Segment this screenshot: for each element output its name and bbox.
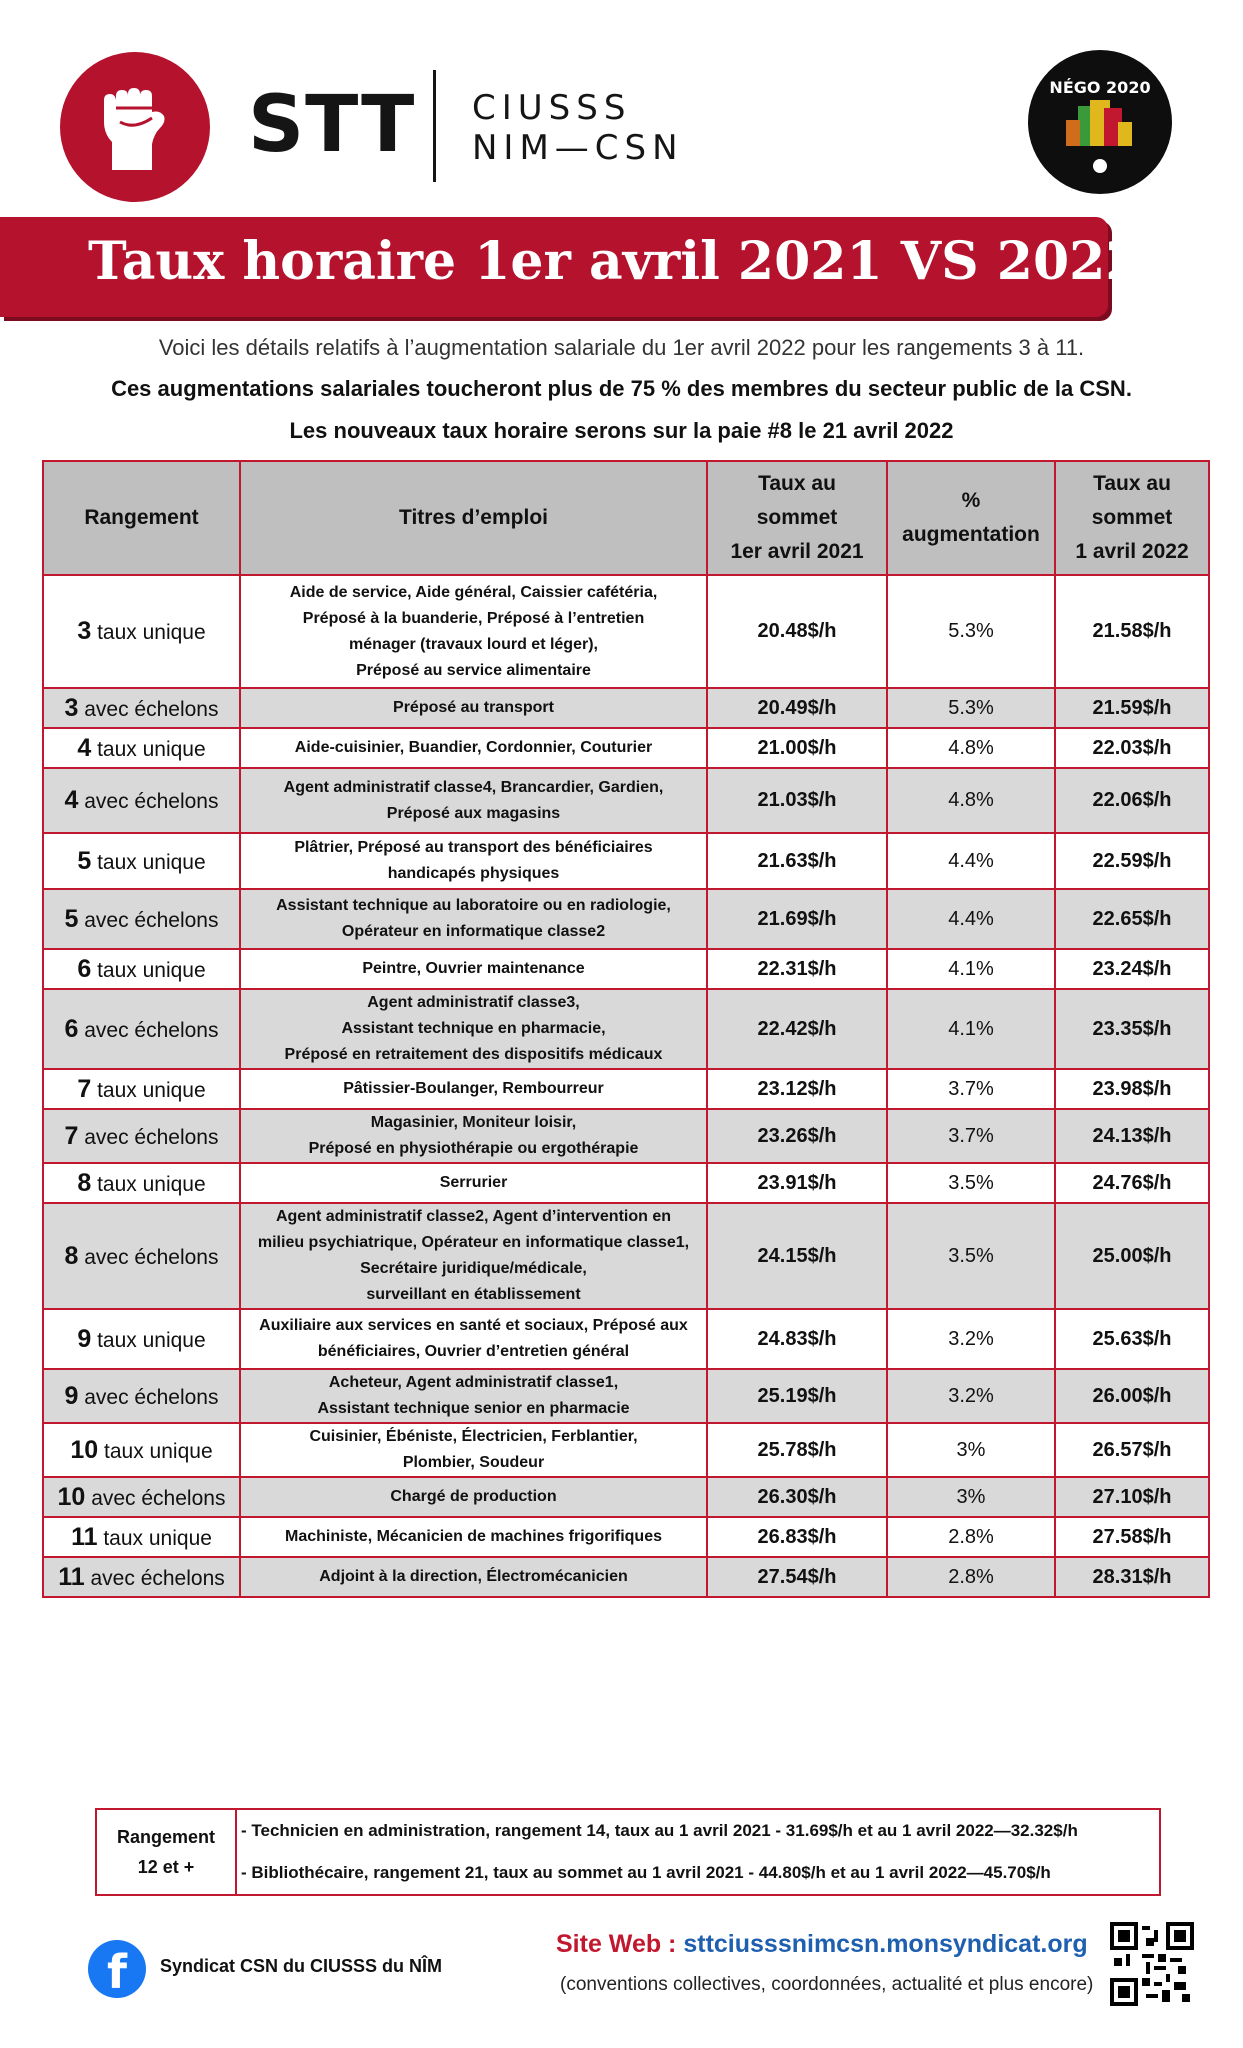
table-row [43,889,1209,949]
taux-2021-cell: 21.00$/h [707,728,887,768]
rates-table-body [43,575,1209,1597]
table-row [43,1517,1209,1557]
col-header-taux-2021-l3: 1er avril 2021 [730,540,864,563]
site-subtitle: (conventions collectives, coordonnées, actualité et plus encore) [560,1974,1094,1995]
logo-divider [433,70,436,182]
titres-cell [240,1477,707,1517]
page-title: Taux horaire 1er avril 2021 VS 2022 [88,231,1142,292]
taux-2021-cell: 22.42$/h [707,989,887,1069]
rangement-cell [43,1203,240,1309]
col-header-rangement: Rangement [43,461,240,575]
extra-rangements-table [95,1808,1161,1896]
pct-cell: 3% [887,1477,1055,1517]
taux-2022-cell: 27.10$/h [1055,1477,1209,1517]
titre-line: Préposé au transport [393,699,554,716]
pct-cell: 4.8% [887,728,1055,768]
taux-2022-cell: 24.13$/h [1055,1109,1209,1163]
taux-2022-cell: 22.59$/h [1055,833,1209,889]
taux-2022-cell: 22.65$/h [1055,889,1209,949]
rangement-kind: taux unique [97,1078,206,1102]
titres-cell [240,1203,707,1309]
rangement-kind: taux unique [97,737,206,761]
rangement-kind: taux unique [103,1526,212,1550]
taux-2022-cell: 22.03$/h [1055,728,1209,768]
table-row [43,1369,1209,1423]
titre-line: Préposé en retraitement des dispositifs médicaux [284,1046,663,1063]
rangement-kind: taux unique [97,1328,206,1352]
rangement-cell [43,768,240,833]
rangement-cell [43,1477,240,1517]
taux-2021-cell: 21.63$/h [707,833,887,889]
taux-2021-cell: 20.48$/h [707,575,887,688]
titres-cell [240,1069,707,1109]
rangement-cell [43,1163,240,1203]
rangement-kind: avec échelons [84,908,219,932]
col-header-taux-2021 [707,461,887,575]
taux-2021-cell: 24.83$/h [707,1309,887,1369]
intro-line1: Voici les détails relatifs à l’augmentation salariale du 1er avril 2022 pour les rangements 3 à 11. [158,335,1085,360]
titres-cell [240,768,707,833]
site-link[interactable]: sttciusssnimcsn.monsyndicat.org [683,1930,1088,1958]
table-row [43,1203,1209,1309]
rangement-number: 10 [57,1482,86,1511]
rangement-number: 11 [71,1522,98,1551]
rangement-cell [43,833,240,889]
titre-line: bénéficiaires, Ouvrier d’entretien général [317,1343,630,1360]
extra-line1: - Technicien en administration, rangement 14, taux au 1 avril 2021 - 31.69$/h et au 1 avril 2022—32.32$/h [236,1809,1160,1852]
rangement-number: 10 [70,1435,99,1464]
table-header-row [43,461,1209,575]
rangement-kind: avec échelons [84,1125,219,1149]
extra-label-l1: Rangement [116,1827,215,1847]
titres-cell [240,1369,707,1423]
col-header-pct-l2: augmentation [902,523,1040,546]
titre-line: Acheteur, Agent administratif classe1, [328,1374,619,1391]
rangement-kind: avec échelons [84,1385,219,1409]
rangement-number: 5 [77,846,92,875]
titres-cell [240,889,707,949]
pct-cell: 3% [887,1423,1055,1477]
rangement-kind: avec échelons [90,1566,225,1590]
titre-line: Aide de service, Aide général, Caissier cafétéria, [289,583,658,601]
titres-cell [240,1109,707,1163]
rangement-kind: taux unique [97,850,206,874]
taux-2022-cell: 25.63$/h [1055,1309,1209,1369]
taux-2021-cell: 23.91$/h [707,1163,887,1203]
table-row [43,1557,1209,1597]
rangement-cell [43,989,240,1069]
table-row [43,1309,1209,1369]
pct-cell: 3.5% [887,1163,1055,1203]
titre-line: Aide-cuisinier, Buandier, Cordonnier, Couturier [294,739,653,756]
taux-2022-cell: 23.24$/h [1055,949,1209,989]
taux-2021-cell: 25.78$/h [707,1423,887,1477]
taux-2022-cell: 21.58$/h [1055,575,1209,688]
rangement-number: 7 [77,1074,92,1103]
pct-cell: 5.3% [887,688,1055,728]
rangement-kind: avec échelons [84,790,219,813]
col-header-titres: Titres d’emploi [240,461,707,575]
col-header-taux-2022-l1: Taux au [1093,472,1171,495]
titre-line: Préposé aux magasins [386,804,561,822]
taux-2022-cell: 25.00$/h [1055,1203,1209,1309]
col-header-taux-2022-l2: sommet [1091,506,1173,529]
col-header-pct [887,461,1055,575]
rangement-number: 6 [64,1014,79,1043]
rangement-cell [43,1309,240,1369]
qr-code-icon[interactable] [1110,1922,1194,2006]
table-row [43,688,1209,728]
table-row [43,728,1209,768]
rangement-cell [43,1517,240,1557]
website [556,1930,1088,1959]
titre-line: Chargé de production [390,1488,557,1505]
facebook-label[interactable]: Syndicat CSN du CIUSSS du NÎM [160,1956,443,1976]
titre-line: Peintre, Ouvrier maintenance [362,960,585,977]
titre-line: surveillant en établissement [366,1286,581,1303]
rangement-cell [43,1557,240,1597]
col-header-taux-2021-l1: Taux au [758,472,836,495]
extra-label [96,1809,236,1895]
taux-2021-cell: 24.15$/h [707,1203,887,1309]
header [0,0,1243,215]
titre-line: Plombier, Soudeur [402,1454,545,1471]
titre-line: Adjoint à la direction, Électromécanicien [319,1568,628,1585]
extra-line2: - Bibliothécaire, rangement 21, taux au sommet au 1 avril 2021 - 44.80$/h et au 1 avril 2022—45.70$/h [236,1852,1160,1895]
rangement-number: 9 [77,1324,92,1353]
rangement-cell [43,688,240,728]
rates-table [42,460,1210,1598]
col-header-taux-2022 [1055,461,1209,575]
taux-2021-cell: 25.19$/h [707,1369,887,1423]
taux-2022-cell: 23.98$/h [1055,1069,1209,1109]
footer [0,1920,1243,2048]
pct-cell: 4.8% [887,768,1055,833]
intro-line3: Les nouveaux taux horaire serons sur la paie #8 le 21 avril 2022 [289,418,954,443]
titres-cell [240,1557,707,1597]
table-row [43,949,1209,989]
rangement-number: 11 [58,1562,85,1591]
org-line2: NIM—CSN [472,128,684,168]
rangement-cell [43,1109,240,1163]
titre-line: Préposé en physiothérapie ou ergothérapie [308,1140,639,1157]
table-row [43,1423,1209,1477]
titres-cell [240,1309,707,1369]
titre-line: milieu psychiatrique, Opérateur en informatique classe1, [257,1234,690,1251]
pct-cell: 3.7% [887,1109,1055,1163]
rangement-number: 3 [64,693,79,722]
titre-line: Agent administratif classe3, [367,994,580,1011]
titre-line: Assistant technique senior en pharmacie [317,1400,630,1417]
titre-line: Magasinier, Moniteur loisir, [370,1114,577,1131]
rangement-number: 6 [77,954,92,983]
rangement-number: 5 [64,904,79,933]
titres-cell [240,1423,707,1477]
taux-2021-cell: 26.83$/h [707,1517,887,1557]
taux-2021-cell: 26.30$/h [707,1477,887,1517]
pct-cell: 2.8% [887,1557,1055,1597]
titres-cell [240,575,707,688]
taux-2021-cell: 21.03$/h [707,768,887,833]
titres-cell [240,1517,707,1557]
table-row [43,1109,1209,1163]
taux-2022-cell: 27.58$/h [1055,1517,1209,1557]
nego-badge [1028,50,1172,194]
rangement-cell [43,889,240,949]
logo-text: STT [248,80,416,170]
pct-cell: 5.3% [887,575,1055,688]
titres-cell [240,949,707,989]
site-label: Site Web : [556,1930,677,1958]
rangement-number: 7 [64,1121,79,1150]
titre-line: Assistant technique en pharmacie, [341,1020,606,1037]
pct-cell: 3.2% [887,1309,1055,1369]
taux-2021-cell: 21.69$/h [707,889,887,949]
rangement-cell [43,1369,240,1423]
title-banner [0,217,1142,317]
extra-row [96,1809,1160,1852]
titre-line: Opérateur en informatique classe2 [341,923,606,940]
titre-line: Pâtissier-Boulanger, Rembourreur [343,1080,604,1097]
rangement-number: 9 [64,1381,79,1410]
extra-row [96,1852,1160,1895]
titres-cell [240,688,707,728]
rangement-number: 4 [77,733,92,762]
titre-line: Assistant technique au laboratoire ou en radiologie, [276,897,671,914]
rangement-cell [43,1069,240,1109]
taux-2021-cell: 27.54$/h [707,1557,887,1597]
rangement-kind: taux unique [97,621,206,644]
col-header-taux-2022-l3: 1 avril 2022 [1075,540,1189,563]
pct-cell: 4.4% [887,833,1055,889]
org-line1: CIUSSS [472,88,632,128]
table-row [43,768,1209,833]
pct-cell: 3.7% [887,1069,1055,1109]
titre-line: Agent administratif classe2, Agent d’intervention en [275,1208,672,1225]
pct-cell: 2.8% [887,1517,1055,1557]
pct-cell: 3.5% [887,1203,1055,1309]
rangement-kind: avec échelons [84,1245,219,1269]
rangement-number: 8 [64,1241,79,1270]
rangement-kind: taux unique [97,958,206,982]
rangement-kind: avec échelons [84,1018,219,1042]
rangement-kind: taux unique [104,1439,213,1463]
titre-line: Préposé au service alimentaire [356,661,591,679]
taux-2022-cell: 28.31$/h [1055,1557,1209,1597]
table-row [43,1163,1209,1203]
titre-line: Auxiliaire aux services en santé et sociaux, Préposé aux [259,1317,688,1334]
table-row [43,575,1209,688]
taux-2021-cell: 20.49$/h [707,688,887,728]
titre-line: Machiniste, Mécanicien de machines frigorifiques [285,1528,662,1545]
pct-cell: 4.1% [887,949,1055,989]
rangement-number: 4 [64,786,79,814]
titre-line: Cuisinier, Ébéniste, Électricien, Ferblantier, [309,1428,638,1445]
titre-line: Préposé à la buanderie, Préposé à l’entretien [302,609,645,627]
titre-line: Agent administratif classe4, Brancardier, Gardien, [283,778,664,796]
pct-cell: 4.4% [887,889,1055,949]
titre-line: ménager (travaux lourd et léger), [349,635,598,653]
taux-2021-cell: 23.26$/h [707,1109,887,1163]
rangement-number: 3 [77,617,92,645]
facebook-icon[interactable]: f [88,1940,146,1998]
extra-label-l2: 12 et + [137,1857,195,1877]
col-header-taux-2021-l2: sommet [756,506,838,529]
rangement-number: 8 [77,1168,92,1197]
titre-line: Secrétaire juridique/médicale, [360,1260,587,1277]
rangement-kind: avec échelons [91,1486,226,1510]
titres-cell [240,728,707,768]
intro-line2: Ces augmentations salariales toucheront plus de 75 % des membres du secteur public de la CSN. [111,376,1132,401]
fist-logo-icon [60,52,210,202]
nego-badge-text: NÉGO 2020 [1049,78,1151,97]
rangement-cell [43,949,240,989]
taux-2022-cell: 26.00$/h [1055,1369,1209,1423]
pct-cell: 4.1% [887,989,1055,1069]
titres-cell [240,833,707,889]
rangement-cell [43,1423,240,1477]
rangement-cell [43,728,240,768]
taux-2022-cell: 26.57$/h [1055,1423,1209,1477]
taux-2022-cell: 22.06$/h [1055,768,1209,833]
org-name [472,88,684,168]
taux-2021-cell: 22.31$/h [707,949,887,989]
titre-line: handicapés physiques [387,865,560,882]
col-header-pct-l1: % [961,489,981,512]
table-row [43,989,1209,1069]
titre-line: Serrurier [439,1174,508,1191]
rangement-kind: taux unique [97,1172,206,1196]
table-row [43,1477,1209,1517]
taux-2022-cell: 24.76$/h [1055,1163,1209,1203]
taux-2021-cell: 23.12$/h [707,1069,887,1109]
rangement-kind: avec échelons [84,697,219,721]
table-row [43,833,1209,889]
rangement-cell [43,575,240,688]
pct-cell: 3.2% [887,1369,1055,1423]
table-row [43,1069,1209,1109]
fists-icon [1028,50,1172,194]
taux-2022-cell: 21.59$/h [1055,688,1209,728]
titre-line: Plâtrier, Préposé au transport des bénéficiaires [294,839,653,856]
taux-2022-cell: 23.35$/h [1055,989,1209,1069]
titres-cell [240,1163,707,1203]
titres-cell [240,989,707,1069]
